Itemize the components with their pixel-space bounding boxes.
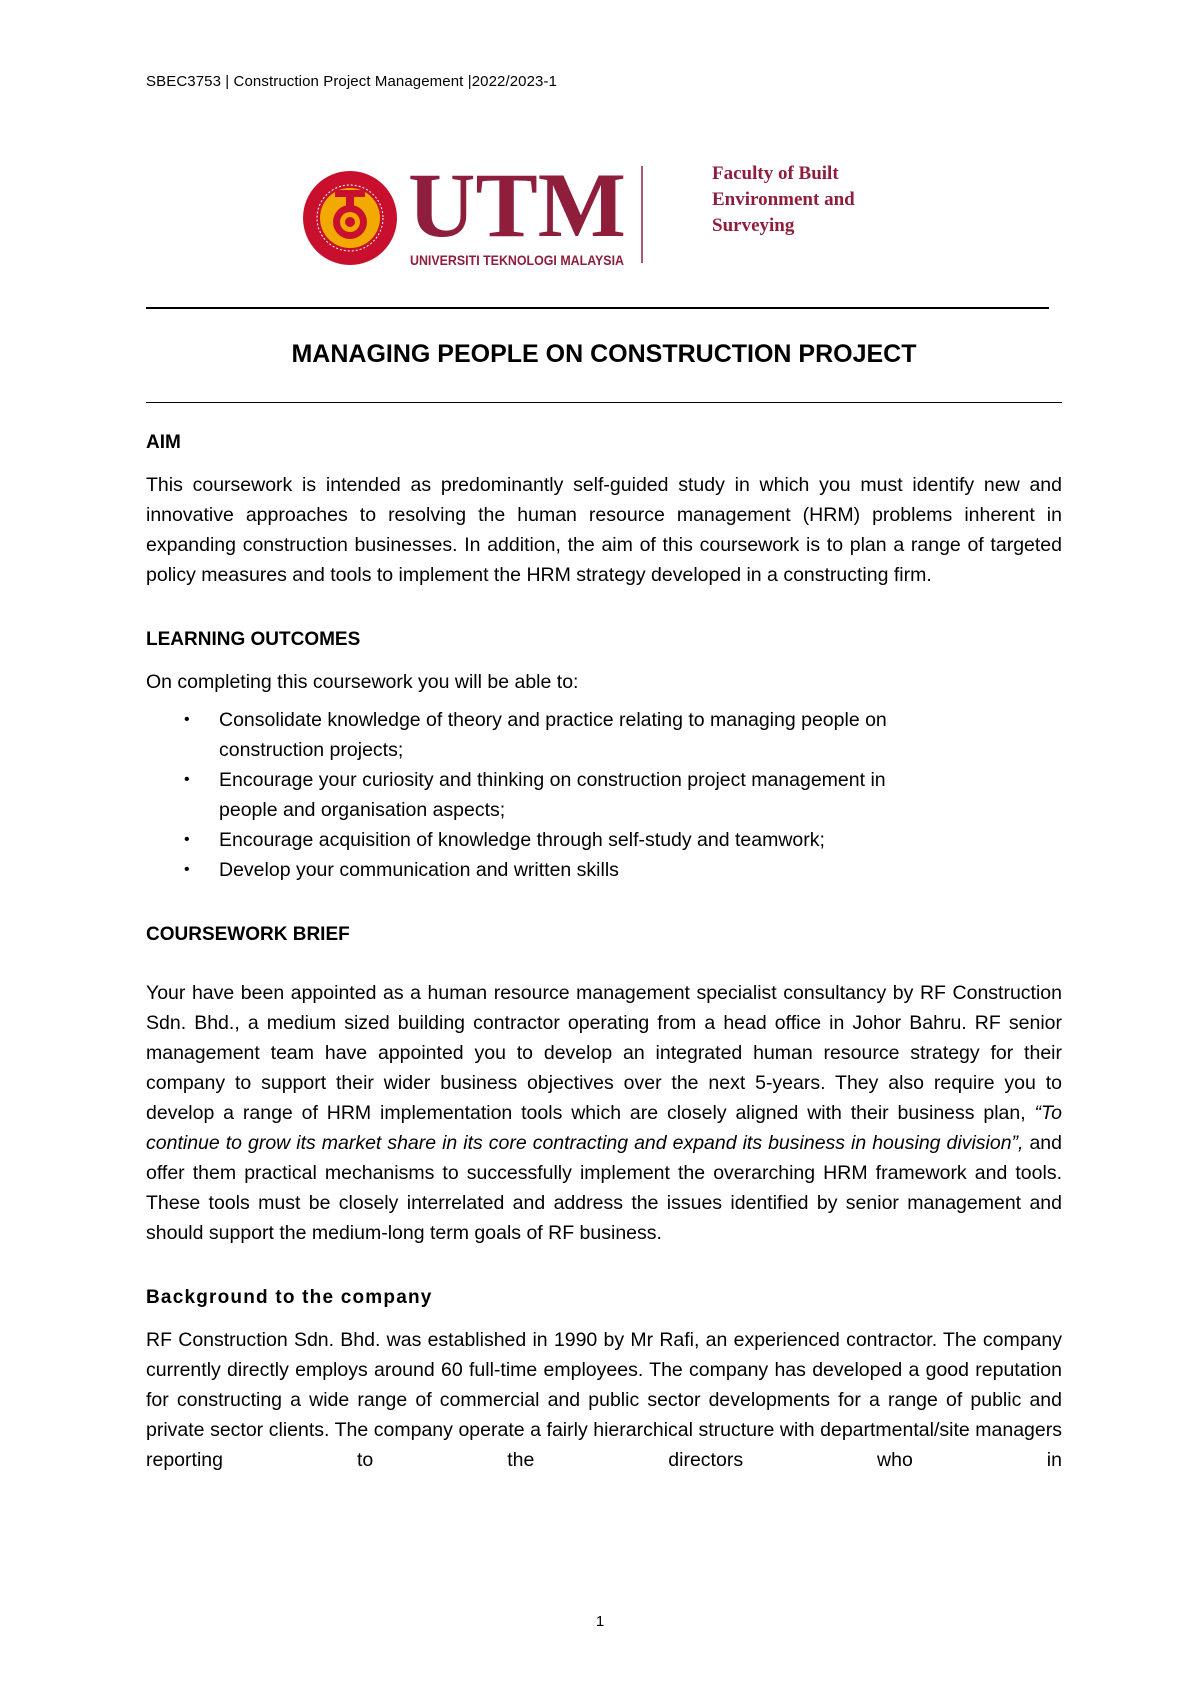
- list-item: • Encourage acquisition of knowledge through self-study and teamwork;: [146, 825, 909, 855]
- utm-subtitle: UNIVERSITI TEKNOLOGI MALAYSIA: [410, 252, 624, 268]
- learning-outcomes-heading: LEARNING OUTCOMES: [146, 629, 361, 650]
- faculty-line: Surveying: [712, 215, 795, 236]
- running-header: SBEC3753 | Construction Project Management |2022/2023-1: [146, 73, 558, 90]
- coursework-brief-text: Your have been appointed as a human resource management specialist consultancy by RF Construction Sdn. Bhd., a medium sized building contractor operating from a head office in Johor Bahru. RF senior management team have appointed you to develop an integrated human resource strategy for their company to support their wider business objectives over the next 5-years. They also require you to develop a range of HRM implementation tools which are closely aligned with their business plan, “To continue to grow its market share in its core contracting and expand its business in housing division”, and offer them practical mechanisms to successfully implement the overarching HRM framework and tools. These tools must be closely interrelated and address the issues identified by senior management and should support the medium-long term goals of RF business.: [146, 982, 1062, 1244]
- document-body: [146, 428, 1062, 1475]
- aim-heading: AIM: [146, 432, 181, 453]
- business-plan-quote: “To continue to grow its market share in its core contracting and expand its business in housing division”,: [146, 1102, 1062, 1154]
- list-item: • Consolidate knowledge of theory and practice relating to managing people on construction projects;: [146, 705, 909, 765]
- learning-outcomes-list: [146, 705, 1062, 885]
- aim-text: This coursework is intended as predominantly self-guided study in which you must identify new and innovative approaches to resolving the human resource management (HRM) problems inherent in expanding construction businesses. In addition, the aim of this coursework is to plan a range of targeted policy measures and tools to implement the HRM strategy developed in a constructing firm.: [146, 474, 1062, 586]
- list-item: • Encourage your curiosity and thinking on construction project management in people and organisation aspects;: [146, 765, 909, 825]
- utm-seal-icon: [303, 171, 397, 265]
- page-number: 1: [595, 1613, 605, 1630]
- bullet-icon: •: [184, 771, 190, 788]
- faculty-line: Faculty of Built: [712, 163, 839, 184]
- background-heading: Background to the company: [146, 1287, 433, 1308]
- faculty-line: Environment and: [712, 189, 855, 210]
- list-item: • Develop your communication and written skills: [146, 855, 909, 885]
- learning-outcomes-lead: On completing this coursework you will be able to:: [146, 671, 579, 693]
- header-divider: [146, 307, 1049, 309]
- faculty-name: [712, 161, 855, 239]
- background-text: RF Construction Sdn. Bhd. was established in 1990 by Mr Rafi, an experienced contractor. The company currently directly employs around 60 full-time employees. The company has developed a good reputation for constructing a wide range of commercial and public sector developments for a range of public and private sector clients. The company operate a fairly hierarchical structure with departmental/site managers reporting to the directors who in: [146, 1329, 1062, 1471]
- coursework-brief-heading: COURSEWORK BRIEF: [146, 924, 350, 945]
- title-divider: [146, 402, 1062, 403]
- document-title: MANAGING PEOPLE ON CONSTRUCTION PROJECT: [291, 340, 917, 368]
- bullet-icon: •: [184, 711, 190, 728]
- bullet-icon: •: [184, 861, 190, 878]
- bullet-icon: •: [184, 831, 190, 848]
- utm-wordmark: UTM: [408, 160, 626, 256]
